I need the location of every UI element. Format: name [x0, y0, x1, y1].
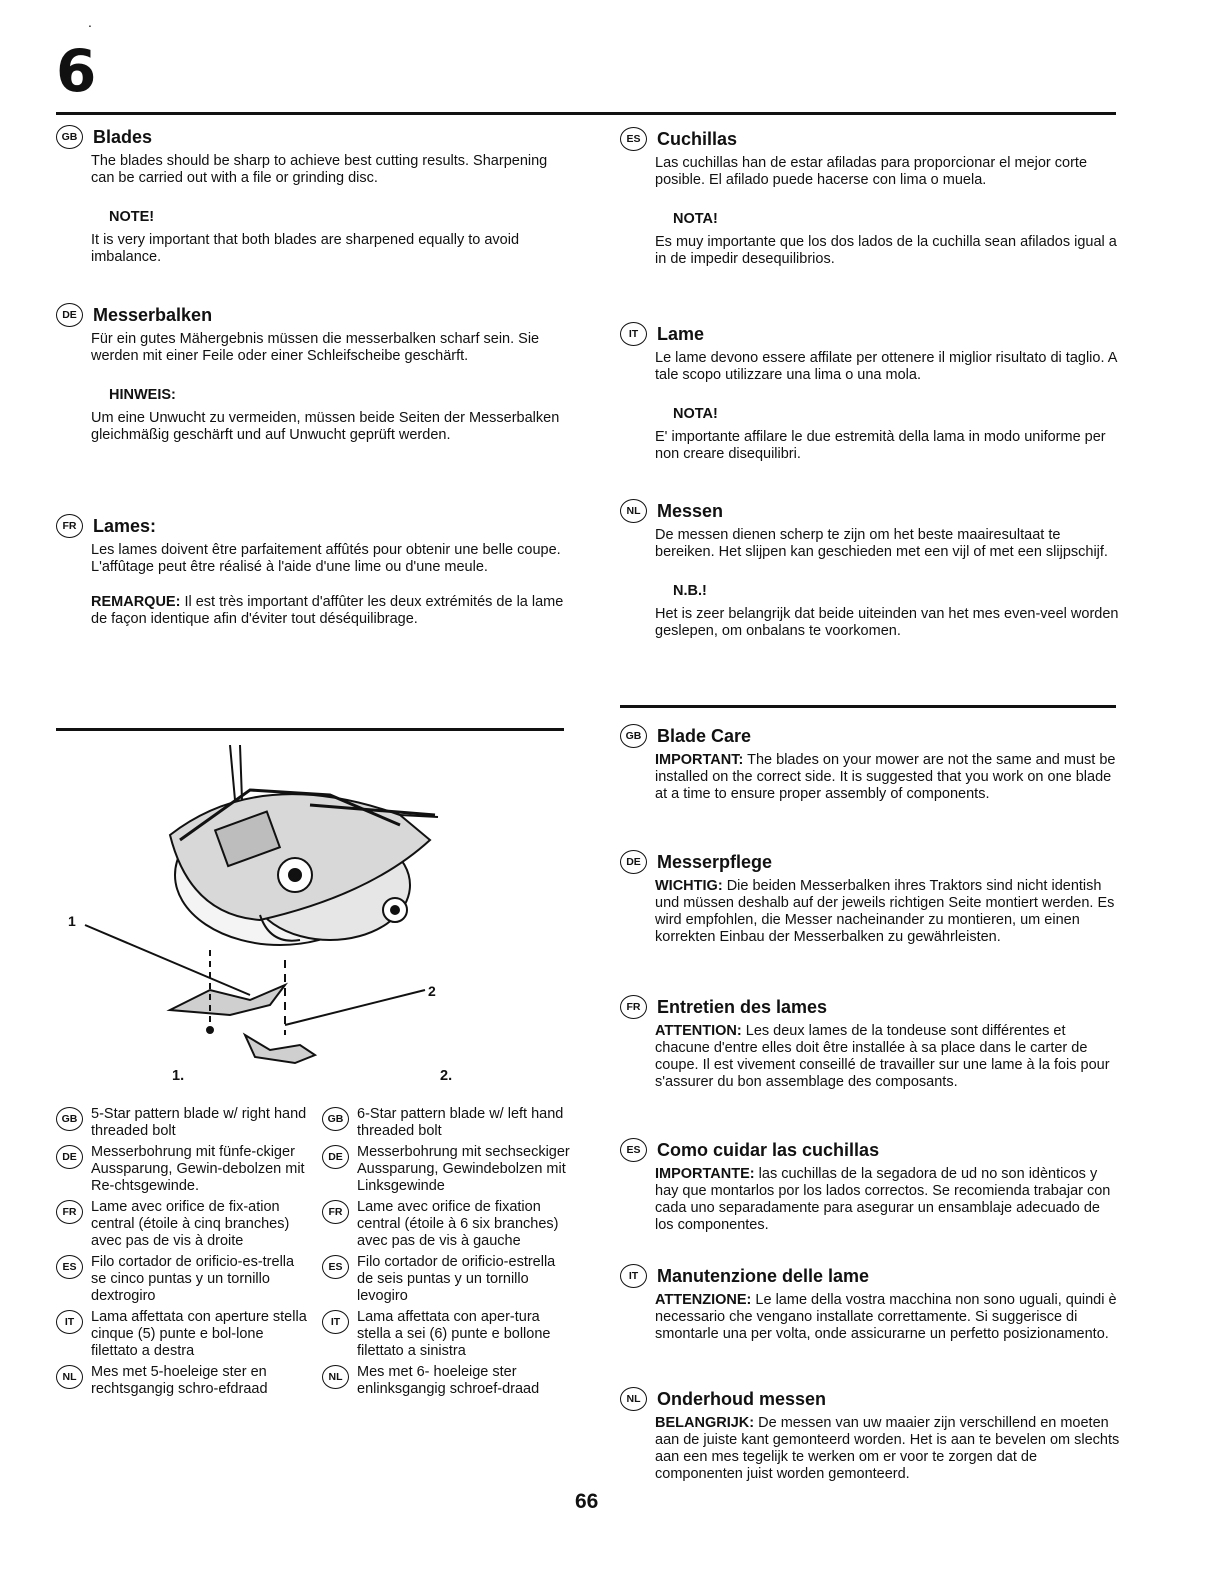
caption-text: Filo cortador de orificio-estrella de seis puntas y un tornillo levogiro	[357, 1254, 556, 1304]
section-title: Entretien des lames	[657, 996, 828, 1017]
caption-text: Mes met 5-hoeleige ster en rechtsgangig schro-efdraad	[91, 1364, 268, 1397]
gb-flag-icon: GB	[56, 1107, 83, 1131]
caption-text: 6-Star pattern blade w/ left hand threaded bolt	[357, 1106, 564, 1139]
de-flag-icon: DE	[56, 303, 83, 327]
care-body: Les deux lames de la tondeuse sont différentes et chacune d'entre elles doit être installée à sa place dans le carter de coupe. Il est vivement conseillé de travailler sur une lame à la fois pour s'assurer du bon assemblage des composants.	[655, 1023, 1110, 1090]
caption-heading-2: 2.	[440, 1068, 453, 1084]
caption-text: Messerbohrung mit sechseckiger Aussparung, Gewindebolzen mit Linksgewinde	[357, 1144, 570, 1194]
left-divider	[56, 728, 564, 731]
de-flag-icon: DE	[322, 1145, 349, 1169]
note-text: E' importante affilare le due estremità della lama in modo uniforme per non creare disequilibri.	[655, 429, 1106, 462]
caption-item	[322, 1364, 574, 1398]
care-lead: IMPORTANTE:	[655, 1166, 755, 1182]
fr-flag-icon: FR	[322, 1200, 349, 1224]
section-text: Für ein gutes Mähergebnis müssen die messerbalken scharf sein. Sie werden mit einer Feile oder einer Schleifscheibe geschärft.	[91, 331, 540, 364]
nl-flag-icon: NL	[322, 1365, 349, 1389]
caption-item	[322, 1254, 574, 1305]
caption-text: Mes met 6- hoeleige ster enlinksgangig schroef-draad	[357, 1364, 540, 1397]
care-text	[655, 1023, 1120, 1091]
note-title: NOTA!	[673, 406, 718, 422]
section-title: Cuchillas	[657, 128, 738, 149]
caption-col-1	[56, 1106, 308, 1402]
section-title: Como cuidar las cuchillas	[657, 1139, 880, 1160]
care-text	[655, 1166, 1120, 1234]
care-lead: ATTENTION:	[655, 1023, 742, 1039]
right-divider	[620, 705, 1116, 708]
care-body: Die beiden Messerbalken ihres Traktors sind nicht identish und müssen deshalb auf der jeweils richtigen Seite montiert werden. Es wird empfohlen, die Messer nacheinander zu montieren, um einen korrekten Einbau der Messerbalken zu gewährleisten.	[655, 878, 1115, 945]
it-flag-icon: IT	[322, 1310, 349, 1334]
care-body: las cuchillas de la segadora de ud no son idènticos y hay que montarlos por los lados correctos. Se recomienda trabajar con cada uno separadamente para asegurar un ensamblaje adecuado de los componentes.	[655, 1166, 1111, 1233]
gb-flag-icon: GB	[620, 724, 647, 748]
section-title: Messen	[657, 500, 724, 521]
caption-text: Messerbohrung mit fünfe-ckiger Aussparung, Gewin-debolzen mit Re-chtsgewinde.	[91, 1144, 305, 1194]
gb-flag-icon: GB	[322, 1107, 349, 1131]
care-fr	[620, 995, 1120, 1091]
gb-flag-icon: GB	[56, 125, 83, 149]
care-es	[620, 1138, 1120, 1234]
caption-text: Lame avec orifice de fix-ation central (étoile à cinq branches) avec pas de vis à droite	[91, 1199, 290, 1249]
caption-text: Filo cortador de orificio-es-trella se cinco puntas y un tornillo dextrogiro	[91, 1254, 295, 1304]
care-text	[655, 1292, 1120, 1343]
care-it	[620, 1264, 1120, 1343]
mower-deck-illustration	[70, 745, 560, 1070]
caption-text: Lama affettata con aperture stella cinque (5) punte e bol-lone filettato a destra	[91, 1309, 307, 1359]
note-title: NOTE!	[109, 209, 155, 225]
note-text: Het is zeer belangrijk dat beide uiteinden van het mes even-veel worden geslepen, om onbalans te voorkomen.	[655, 606, 1119, 639]
section-text: Les lames doivent être parfaitement affûtés pour obtenir une belle coupe. L'affûtage peut être réalisé à l'aide d'une lime ou d'une meule.	[91, 542, 561, 575]
note-title: NOTA!	[673, 211, 718, 227]
note-text: Es muy importante que los dos lados de la cuchilla sean afilados igual a in de impedir desequilibrios.	[655, 234, 1117, 267]
caption-item	[322, 1106, 574, 1140]
care-nl	[620, 1387, 1120, 1483]
care-body: Le lame della vostra macchina non sono uguali, quindi è necessario che vengano installate correttamente. Si suggerisce di smontarle una per volta, onde assicurarne un perfetto posizionamento.	[655, 1292, 1117, 1342]
caption-text: 5-Star pattern blade w/ right hand threaded bolt	[91, 1106, 307, 1139]
fr-flag-icon: FR	[56, 1200, 83, 1224]
note-title: REMARQUE:	[91, 594, 181, 610]
care-de	[620, 850, 1120, 946]
section-text: De messen dienen scherp te zijn om het beste maairesultaat te bereiken. Het slijpen kan geschieden met een vijl of met een slijpschijf.	[655, 527, 1108, 560]
nl-flag-icon: NL	[56, 1365, 83, 1389]
note-text: Il est très important d'affûter les deux extrémités de la lame de façon identique afin d'éviter tout déséquilibrage.	[91, 594, 564, 627]
section-title: Messerpflege	[657, 851, 773, 872]
note-title: HINWEIS:	[109, 387, 176, 403]
caption-item	[322, 1309, 574, 1360]
es-flag-icon: ES	[56, 1255, 83, 1279]
section-title: Blades	[93, 126, 153, 147]
section-nl-messen	[620, 499, 1120, 640]
care-gb	[620, 724, 1120, 803]
section-title: Lames:	[93, 515, 157, 536]
note-paragraph	[91, 594, 571, 628]
care-lead: WICHTIG:	[655, 878, 723, 894]
section-title: Blade Care	[657, 725, 752, 746]
care-text	[655, 752, 1120, 803]
it-flag-icon: IT	[56, 1310, 83, 1334]
fr-flag-icon: FR	[620, 995, 647, 1019]
it-flag-icon: IT	[620, 322, 647, 346]
section-it-lame	[620, 322, 1120, 463]
caption-item	[56, 1254, 308, 1305]
it-flag-icon: IT	[620, 1264, 647, 1288]
es-flag-icon: ES	[620, 127, 647, 151]
section-gb-blades	[56, 125, 571, 266]
caption-item	[56, 1144, 308, 1195]
section-text: Le lame devono essere affilate per ottenere il miglior risultato di taglio. A tale scopo utilizzare una lima o una mola.	[655, 350, 1117, 383]
section-text: The blades should be sharp to achieve best cutting results. Sharpening can be carried out with a file or grinding disc.	[91, 153, 548, 186]
de-flag-icon: DE	[56, 1145, 83, 1169]
care-body: The blades on your mower are not the same and must be installed on the correct side. It is suggested that you work on one blade at a time to ensure proper assembly of components.	[655, 752, 1116, 802]
de-flag-icon: DE	[620, 850, 647, 874]
chapter-number: 6	[56, 37, 97, 105]
care-text	[655, 1415, 1120, 1483]
section-es-cuchillas	[620, 127, 1120, 268]
figure-callout-1: 1	[68, 913, 76, 929]
section-text: Las cuchillas han de estar afiladas para proporcionar el mejor corte posible. El afilado puede hacerse con lima o muela.	[655, 155, 1088, 188]
note-text: Um eine Unwucht zu vermeiden, müssen beide Seiten der Messerbalken gleichmäßig geschärft und auf Unwucht geprüft werden.	[91, 410, 560, 443]
care-lead: BELANGRIJK:	[655, 1415, 755, 1431]
caption-col-2	[322, 1106, 574, 1402]
page-number: 66	[575, 1490, 599, 1513]
section-title: Onderhoud messen	[657, 1388, 827, 1409]
es-flag-icon: ES	[620, 1138, 647, 1162]
caption-item	[56, 1106, 308, 1140]
note-title: N.B.!	[673, 583, 707, 599]
section-fr-lames	[56, 514, 571, 628]
caption-item	[56, 1364, 308, 1398]
es-flag-icon: ES	[322, 1255, 349, 1279]
top-mark: .	[88, 14, 92, 30]
care-text	[655, 878, 1120, 946]
section-title: Manutenzione delle lame	[657, 1265, 870, 1286]
top-rule	[56, 112, 1116, 115]
section-de-messerbalken	[56, 303, 571, 444]
caption-text: Lame avec orifice de fixation central (étoile à 6 six branches) avec pas de vis à gauche	[357, 1199, 559, 1249]
caption-item	[322, 1144, 574, 1195]
caption-item	[322, 1199, 574, 1250]
caption-heading-1: 1.	[172, 1068, 185, 1084]
nl-flag-icon: NL	[620, 1387, 647, 1411]
caption-item	[56, 1309, 308, 1360]
fr-flag-icon: FR	[56, 514, 83, 538]
care-body: De messen van uw maaier zijn verschillend en moeten aan de juiste kant gemonteerd worden. Het is aan te bevelen om slechts aan een mes tegelijk te werken om er voor te zorgen dat de componenten juist worden gemonteerd.	[655, 1415, 1120, 1482]
caption-text: Lama affettata con aper-tura stella a sei (6) punte e bollone filettato a sinistra	[357, 1309, 551, 1359]
caption-item	[56, 1199, 308, 1250]
section-title: Messerbalken	[93, 304, 213, 325]
note-text: It is very important that both blades are sharpened equally to avoid imbalance.	[91, 232, 520, 265]
figure-callout-2: 2	[428, 983, 436, 999]
care-lead: ATTENZIONE:	[655, 1292, 752, 1308]
care-lead: IMPORTANT:	[655, 752, 744, 768]
nl-flag-icon: NL	[620, 499, 647, 523]
section-title: Lame	[657, 323, 705, 344]
